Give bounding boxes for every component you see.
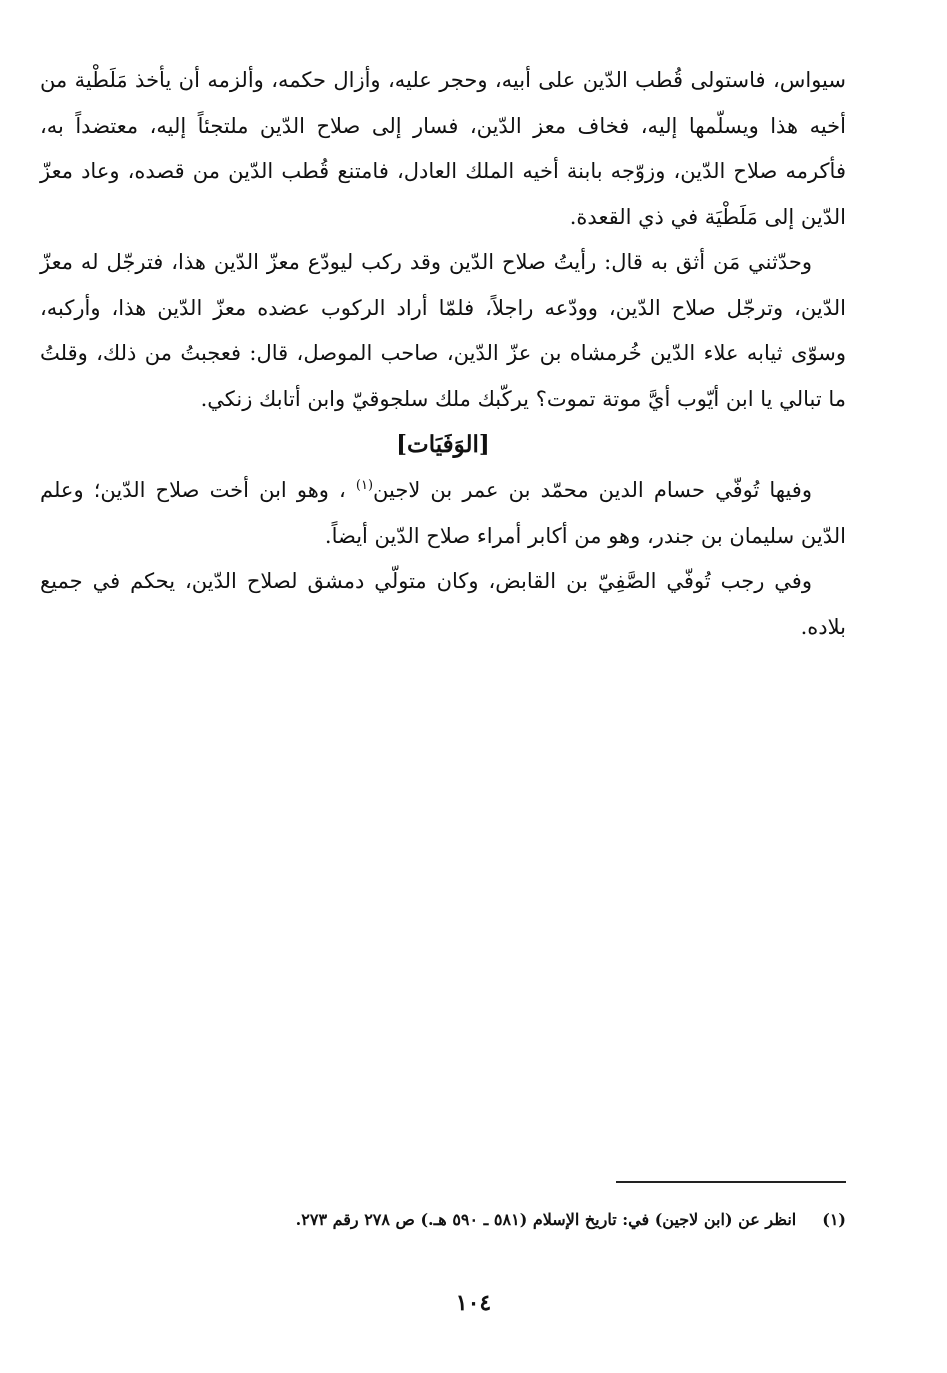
page-body bbox=[40, 58, 846, 650]
paragraph-3-text-start: وفيها تُوفّي حسام الدين محمّد بن عمر بن لاجين bbox=[373, 478, 812, 502]
paragraph-3-text-end: ، وهو ابن أخت صلاح الدّين؛ وعلم الدّين سليمان بن جندر، وهو من أكابر أمراء صلاح الدّين أيضاً. bbox=[40, 478, 846, 548]
footnote bbox=[160, 1206, 846, 1234]
section-heading: [الوَفَيَات] bbox=[396, 431, 490, 458]
paragraph-3 bbox=[40, 468, 846, 559]
footnote-divider bbox=[616, 1181, 846, 1183]
footnote-number: (١) bbox=[822, 1210, 846, 1229]
paragraph-4: وفي رجب تُوفّي الصَّفِيّ بن القابض، وكان متولّي دمشق لصلاح الدّين، يحكم في جميع بلاده. bbox=[40, 569, 846, 639]
footnote-text: انظر عن (ابن لاجين) في: تاريخ الإسلام (٥٨١ ـ ٥٩٠ هـ.) ص ٢٧٨ رقم ٢٧٣. bbox=[295, 1210, 797, 1229]
page-number: ١٠٤ bbox=[455, 1290, 492, 1316]
footnote-reference: (١) bbox=[355, 478, 374, 493]
paragraph-2: وحدّثني مَن أثق به قال: رأيتُ صلاح الدّين وقد ركب ليودّع معزّ الدّين هذا، فترجّل له معزّ الدّين، وترجّل صلاح الدّين، وودّعه راجلاً، فلمّا أراد الركوب عضده معزّ الدّين هذا، وأركبه، وسوّى ثيابه علاء الدّين خُرمشاه بن عزّ الدّين، صاحب الموصل، قال: فعجبتُ من ذلك، وقلتُ ما تبالي يا ابن أيّوب أيَّ موتة تموت؟ يركّبك ملك سلجوقيّ وابن أتابك زنكي. bbox=[40, 250, 846, 411]
paragraph-1: سيواس، فاستولى قُطب الدّين على أبيه، وحجر عليه، وأزال حكمه، وألزمه أن يأخذ مَلَطْية من أخيه هذا ويسلّمها إليه، فخاف معز الدّين، فسار إلى صلاح الدّين ملتجئاً إليه، معتضداً به، فأكرمه صلاح الدّين، وزوّجه بابنة أخيه الملك العادل، فامتنع قُطب الدّين من قصده، وعاد معزّ الدّين إلى مَلَطْيَة في ذي القعدة. bbox=[40, 68, 846, 229]
